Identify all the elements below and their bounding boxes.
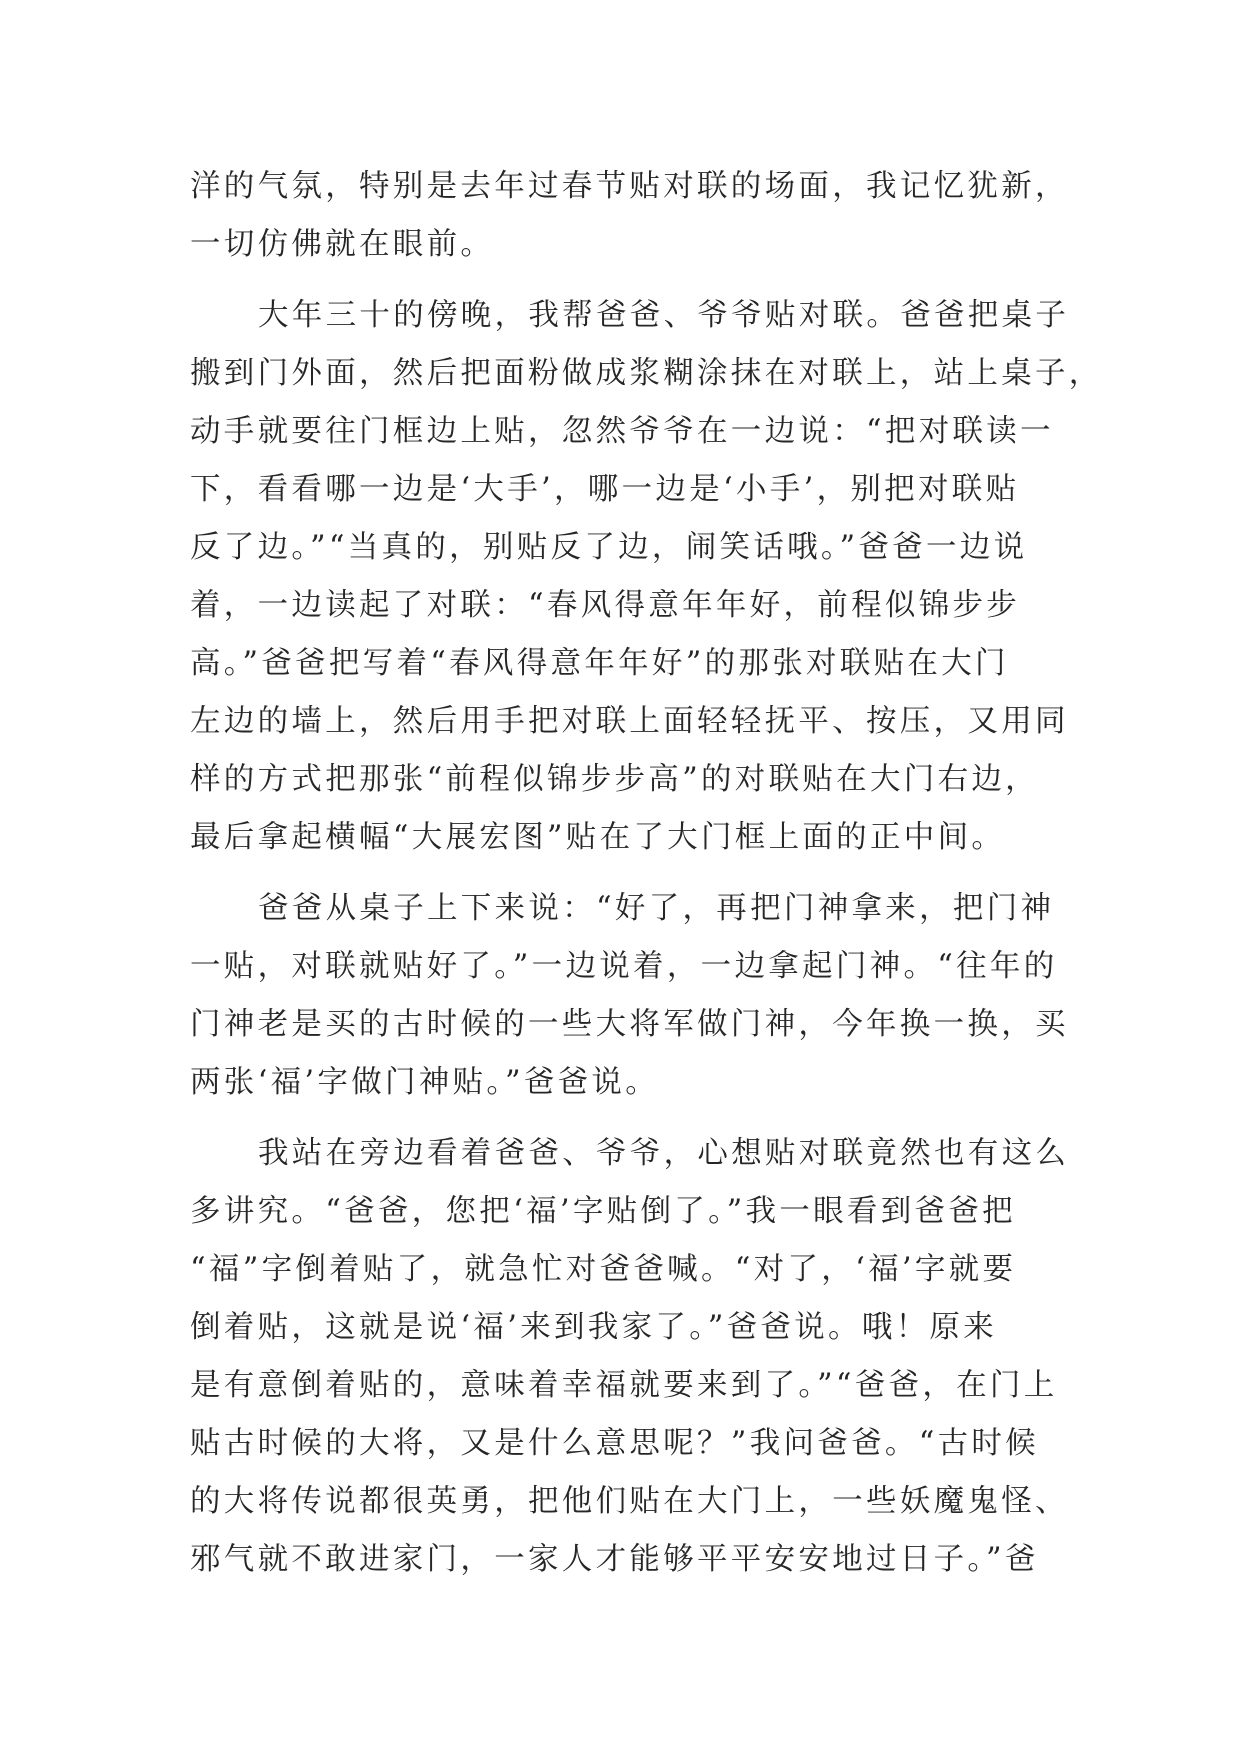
text-line: 多讲究。“爸爸，您把‘福’字贴倒了。”我一眼看到爸爸把 [190, 1194, 1016, 1229]
text-line: 倒着贴，这就是说‘福’来到我家了。”爸爸说。哦！原来 [190, 1310, 998, 1345]
text-line: 贴古时候的大将，又是什么意思呢？”我问爸爸。“古时候 [190, 1426, 1039, 1461]
text-line: 最后拿起横幅“大展宏图”贴在了大门框上面的正中间。 [190, 820, 1006, 855]
text-line: 洋的气氛，特别是去年过春节贴对联的场面，我记忆犹新， [190, 169, 1069, 204]
text-line: 搬到门外面，然后把面粉做成浆糊涂抹在对联上，站上桌子， [190, 356, 1103, 391]
text-line: 爸爸从桌子上下来说：“好了，再把门神拿来，把门神 [258, 891, 1055, 926]
text-line: 门神老是买的古时候的一些大将军做门神，今年换一换，买 [190, 1007, 1069, 1042]
paragraph [190, 880, 1070, 1112]
text-line: “福”字倒着贴了，就急忙对爸爸喊。“对了，‘福’字就要 [190, 1252, 1017, 1287]
text-line: 左边的墙上，然后用手把对联上面轻轻抚平、按压，又用同 [190, 704, 1069, 739]
text-line: 样的方式把那张“前程似锦步步高”的对联贴在大门右边， [190, 762, 1039, 797]
text-line: 大年三十的傍晚，我帮爸爸、爷爷贴对联。爸爸把桌子 [258, 298, 1070, 333]
text-line: 邪气就不敢进家门，一家人才能够平平安安地过日子。”爸 [190, 1542, 1039, 1577]
paragraph [190, 1125, 1070, 1589]
text-line: 高。”爸爸把写着“春风得意年年好”的那张对联贴在大门 [190, 646, 1009, 681]
text-line: 两张‘福’字做门神贴。”爸爸说。 [190, 1065, 660, 1100]
text-line: 下，看看哪一边是‘大手’，哪一边是‘小手’，别把对联贴 [190, 472, 1020, 507]
text-line: 动手就要往门框边上贴，忽然爷爷在一边说：“把对联读一 [190, 414, 1054, 449]
text-line: 是有意倒着贴的，意味着幸福就要来到了。”“爸爸，在门上 [190, 1368, 1058, 1403]
text-line: 我站在旁边看着爸爸、爷爷，心想贴对联竟然也有这么 [258, 1136, 1070, 1171]
text-line: 反了边。”“当真的，别贴反了边，闹笑话哦。”爸爸一边说 [190, 530, 1028, 565]
text-line: 一切仿佛就在眼前。 [190, 227, 495, 262]
body-text [190, 158, 1103, 1589]
text-line: 一贴，对联就贴好了。”一边说着，一边拿起门神。“往年的 [190, 949, 1058, 984]
paragraph [190, 158, 1070, 274]
text-line: 着，一边读起了对联：“春风得意年年好，前程似锦步步 [190, 588, 1021, 623]
text-line: 的大将传说都很英勇，把他们贴在大门上，一些妖魔鬼怪、 [190, 1484, 1069, 1519]
paragraph [190, 287, 1103, 867]
